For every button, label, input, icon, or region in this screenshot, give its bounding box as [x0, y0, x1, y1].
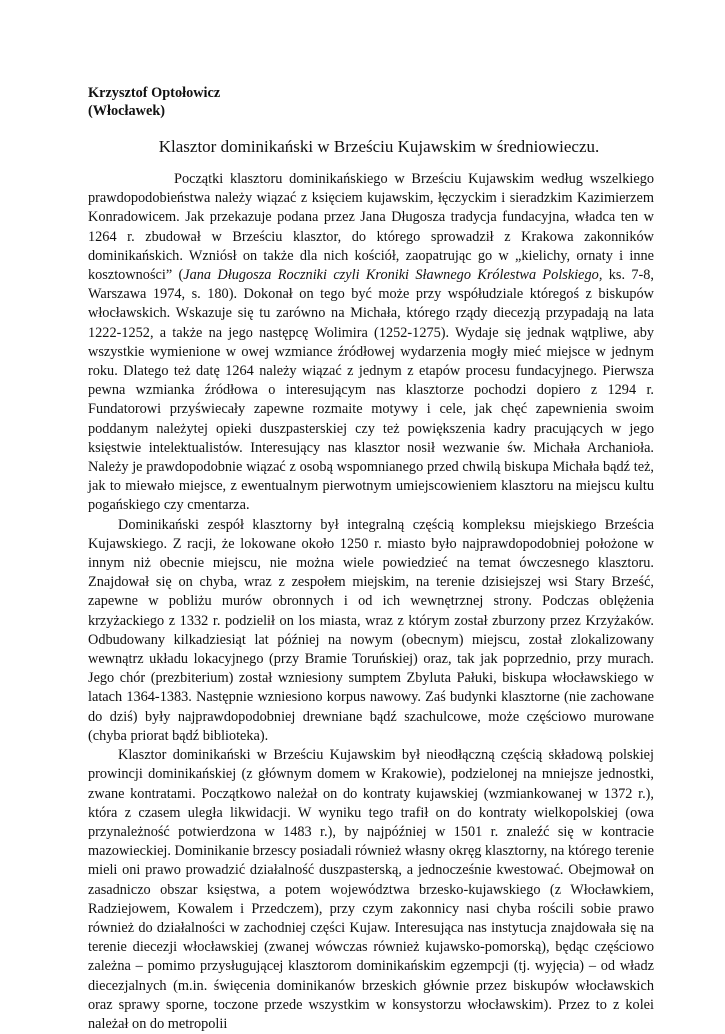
- author-location: (Włocławek): [88, 103, 166, 119]
- paragraph-3: Klasztor dominikański w Brześciu Kujawskim był nieodłączną częścią składową polskiej prowincji dominikańskiej (z głównym domem w Krakowie), podzielonej na mniejsze jednostki, zwane kontratami. Początkowo należał on do kontraty kujawskiej (wzmiankowanej w 1372 r.), która z czasem uległa likwidacji. W wyniku tego trafił on do kontraty wielkopolskiej (owa przynależność potwierdzona w 1483 r.), by najpóźniej w 1501 r. znaleźć się w kontracie mazowieckiej. Dominikanie brzescy posiadali również własny okręg klasztorny, na którego terenie mieli oni prawo prowadzić działalność duszpasterską, a jednocześnie kwestować. Obejmował on zasadniczo obszar księstwa, a potem województwa brzesko-kujawskiego (z Włocławkiem, Radziejowem, Kowalem i Przedczem), przy czym zakonnicy nasi chyba rościli sobie prawo również do działalności w zachodniej części Kujaw. Interesująca nas instytucja znajdowała się na terenie diecezji włocławskiej (zwanej wówczas również kujawsko-pomorską), będąc częściowo zależna – pomimo przysługującej klasztorom dominikańskim egzempcji (tj. wyjęcia) – od władz diecezjalnych (m.in. święcenia dominikanów brzeskich głównie przez biskupów włocławskich oraz sprawy sporne, toczone przede wszystkim w konsystorzu włocławskim). Przez to z kolei należał on do metropolii: [88, 747, 654, 1032]
- paragraph-1-text-a: Początki klasztoru dominikańskiego w Brześciu Kujawskim według wszelkiego prawdopodobieństwa należy wiązać z księciem kujawskim, łęczyckim i sieradzkim Kazimierzem Konradowicem. Jak przekazuje podana przez Jana Długosza tradycja fundacyjna, władca ten w 1264 r. zbudował w Brześciu klasztor, do którego sprowadził z Krakowa zakonników dominikańskich. Wzniósł on także dla nich kościół, zaopatrując go w „kielichy, ornaty i inne kosztowności” (: [88, 171, 654, 284]
- document-page: [88, 84, 654, 1034]
- paragraph-1-citation: Jana Długosza Roczniki czyli Kroniki Sławnego Królestwa Polskiego,: [183, 267, 603, 284]
- article-title: Klasztor dominikański w Brześciu Kujawskim w średniowieczu.: [158, 137, 600, 156]
- paragraph-2: Dominikański zespół klasztorny był integralną częścią kompleksu miejskiego Brześcia Kujawskiego. Z racji, że lokowane około 1250 r. miasto było najprawdopodobniej położone w innym niż obecnie miejscu, nie można wiele powiedzieć na temat ówczesnego klasztoru. Znajdował się on chyba, wraz z zespołem miejskim, na terenie dzisiejszej wsi Stary Brześć, zapewne w pobliżu murów obronnych i od ich wewnętrznej strony. Podczas oblężenia krzyżackiego z 1332 r. podzielił on los miasta, wraz z którym został zburzony przez Krzyżaków. Odbudowany kilkadziesiąt lat później na nowym (obecnym) miejscu, został zlokalizowany wewnątrz układu lokacyjnego (przy Bramie Toruńskiej) oraz, tak jak poprzednio, przy murach. Jego chór (prezbiterium) został wzniesiony sumptem Zbyluta Pałuki, biskupa włocławskiego w latach 1364-1383. Następnie wzniesiono korpus nawowy. Zaś budynki klasztorne (nie zachowane do dziś) były najprawdopodobniej drewniane bądź szachulcowe, może częściowo murowane (chyba priorat bądź biblioteka).: [88, 516, 654, 744]
- paragraph-1-text-b: ks. 7-8, Warszawa 1974, s. 180). Dokonał on tego być może przy współudziale któregoś z biskupów włocławskich. Wskazuje się tu zarówno na Michała, którego rządy diecezją przypadają na lata 1222-1252, a także na jego następcę Wolimira (1252-1275). Wydaje się jednak wątpliwe, aby wszystkie wymienione w owej wzmiance źródłowej wydarzenia mogły mieć miejsce w jednym roku. Dlatego też datę 1264 należy wiązać z jednym z etapów procesu fundacyjnego. Pierwsza pewna wzmianka źródłowa o interesującym nas klasztorze pochodzi dopiero z 1294 r. Fundatorowi przyświecały zapewne rozmaite motywy i cele, jak chęć zapewnienia swoim poddanym należytej opieki duszpasterskiej czy też powiększenia kadry pracujących w jego księstwie intelektualistów. Interesujący nas klasztor nosił wezwanie św. Michała Archanioła. Należy je prawdopodobnie wiązać z osobą wspomnianego przed chwilą biskupa Michała bądź też, jak to miewało miejsce, z ewentualnym pierwotnym umiejscowieniem klasztoru na miejscu kultu pogańskiego czy cmentarza.: [88, 267, 654, 514]
- author-name: Krzysztof Optołowicz: [88, 85, 221, 101]
- paragraph-1: [88, 170, 654, 516]
